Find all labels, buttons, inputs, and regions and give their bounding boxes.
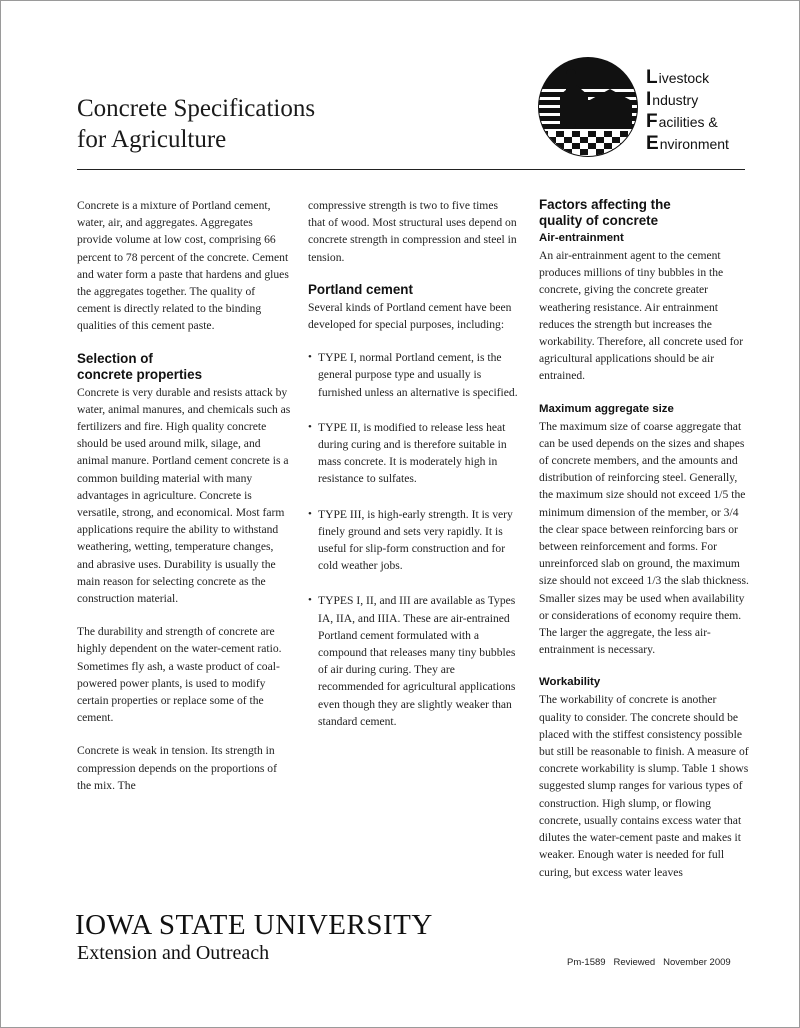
- list-item: • TYPES I, II, and III are available as Types IA, IIA, and IIIA. These are air-entrained Portland cement formulated with a compound that releases many tiny bubbles of air during curing. They are recommended for agricultural applications even though they are slightly weaker than standard cement.: [308, 594, 516, 728]
- cement-type-list: [308, 349, 518, 730]
- logo-wordmark: Livestock Industry Facilities & Environment: [646, 67, 729, 154]
- list-item: • TYPE II, is modified to release less heat during curing and is therefore suitable in mass concrete. It is moderately high in resistance to sulfates.: [308, 420, 507, 486]
- subheading-aggregate-size: Maximum aggregate size: [539, 402, 674, 415]
- paragraph: The maximum size of coarse aggregate that can be used depends on the sizes and shapes of concrete members, and the amounts and distribution of reinforcing steel. Generally, the maximum size should not exceed 1/5 the minimum dimension of the member, or 3/4 the clear space between reinforcing bars or between reinforcement and forms. For unreinforced slab on ground, the maximum size should not exceed 1/3 the slab thickness. Smaller sizes may be used when availability or considerations of economy require them. The larger the aggregate, the less air-entrainment is necessary.: [539, 419, 749, 657]
- list-item: • TYPE III, is high-early strength. It is very finely ground and sets very rapidly. It is useful for slip-form construction and for cold weather jobs.: [308, 507, 513, 573]
- header-rule: [77, 169, 745, 170]
- title-line-2: for Agriculture: [77, 126, 227, 153]
- extension-outreach: Extension and Outreach: [77, 942, 270, 964]
- intro-paragraph: Concrete is a mixture of Portland cement, water, air, and aggregates. Aggregates provide volume at low cost, comprising 66 percent to 78 percent of the concrete. Cement and water form a paste that hardens and glues the aggregates together. The quality of cement is directly related to the binding qualities of this cement paste.: [77, 199, 289, 333]
- page-title: [77, 93, 497, 155]
- column-3: [539, 197, 751, 897]
- subheading-air-entrainment: Air-entrainment: [539, 232, 624, 244]
- column-1: [77, 197, 291, 810]
- column-2: [308, 197, 518, 748]
- paragraph: compressive strength is two to five times that of wood. Most structural uses depend on concrete strength in compression and steel in tension.: [308, 199, 517, 264]
- paragraph: Concrete is very durable and resists attack by water, animal manures, and chemicals such as fertilizers and fire. High quality concrete should be used around milk, silage, and animal manure. Portland cement concrete is a common building material with many advantages in agriculture. Concrete is versatile, strong, and economical. Most farm applications require the ability to withstand weathering, wetting, temperature changes, and abrasive uses. Durability is usually the main reason for selecting concrete as the construction material.: [77, 385, 291, 606]
- section-heading-factors: Factors affecting the quality of concrete: [539, 197, 671, 228]
- bullet-icon: •: [308, 351, 312, 364]
- paragraph: Several kinds of Portland cement have been developed for special purposes, including:: [308, 300, 512, 332]
- paragraph: The workability of concrete is another quality to consider. The concrete should be placed with the stiffest consistency possible but still be reasonable to finish. A measure of concrete workability is slump. Table 1 shows suggested slump ranges for various types of construction. High slump, or flowing concrete, usually contains excess water that dilutes the water-cement paste and makes it weaker. Enough water is needed for full curing, but excess water leaves: [539, 693, 749, 879]
- life-logo: [536, 53, 751, 163]
- bullet-icon: •: [308, 594, 312, 607]
- paragraph: The durability and strength of concrete are highly dependent on the water-cement ratio. Sometimes fly ash, a waste product of coal-powered power plants, is used to modify certain properties or replace some of the cement.: [77, 625, 282, 725]
- title-line-1: Concrete Specifications: [77, 95, 316, 122]
- paragraph: An air-entrainment agent to the cement produces millions of tiny bubbles in the concrete, giving the concrete greater weathering resistance. Air entrainment reduces the strength but increases the workability. Therefore, all concrete used for agricultural applications should be air entrained.: [539, 249, 744, 383]
- university-name: IOWA STATE UNIVERSITY: [75, 909, 433, 941]
- subheading-workability: Workability: [539, 676, 601, 689]
- list-item: • TYPE I, normal Portland cement, is the general purpose type and usually is furnished unless an alternative is specified.: [308, 351, 518, 399]
- barn-emblem-icon: [536, 55, 640, 159]
- bullet-icon: •: [308, 420, 312, 433]
- bullet-icon: •: [308, 507, 312, 520]
- publication-info: Pm-1589 Reviewed November 2009: [567, 957, 731, 968]
- section-heading-selection: Selection of concrete properties: [77, 350, 203, 382]
- paragraph: Concrete is weak in tension. Its strength in compression depends on the proportions of the mix. The: [77, 744, 277, 792]
- section-heading-portland-cement: Portland cement: [308, 281, 413, 297]
